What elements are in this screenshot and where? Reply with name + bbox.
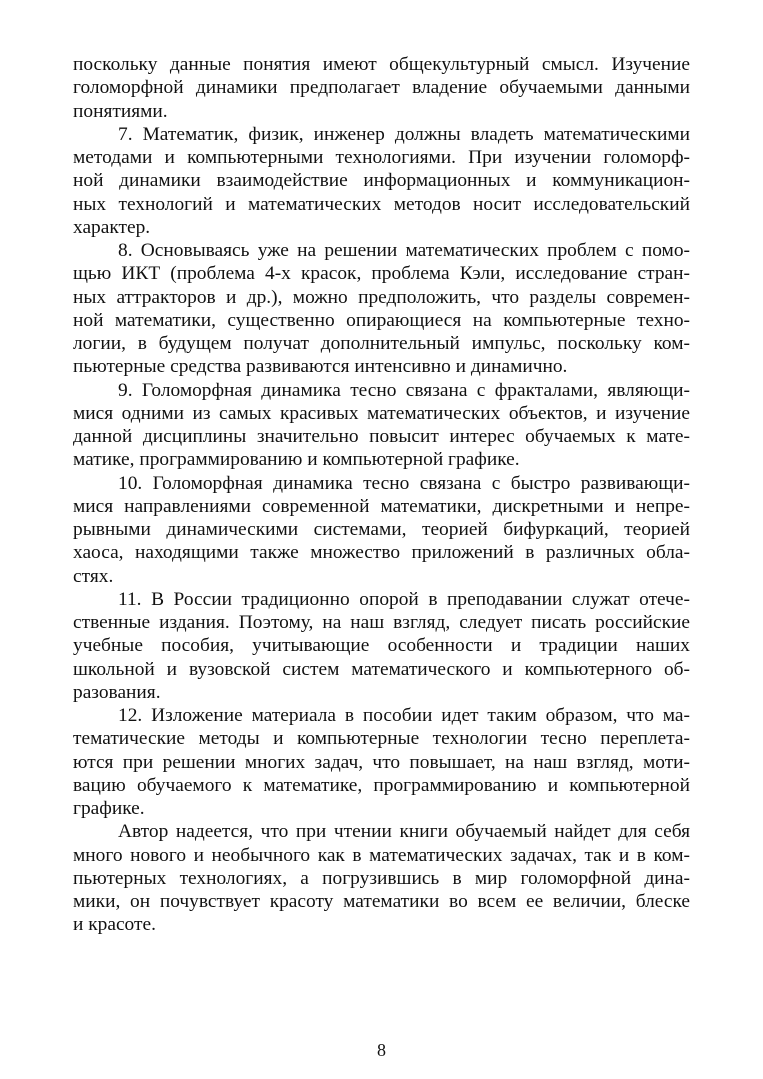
text-line: графике. (73, 798, 145, 819)
text-line: и красоте. (73, 914, 156, 936)
text-line: стях. (73, 565, 114, 587)
text-line: разования. (73, 681, 161, 703)
paragraph-item-9 (73, 379, 690, 472)
text-line: тематические методы и компьютерные технологии тесно переплета- (73, 728, 690, 750)
text-line: ной математики, существенно опирающиеся на компьютерные техно- (73, 309, 690, 331)
text-line: пьютерные средства развиваются интенсивно и динамично. (73, 356, 568, 378)
text-line: 7. Математик, физик, инженер должны владеть математическими (118, 123, 690, 145)
text-line: школьной и вузовской систем математического и компьютерного об- (73, 658, 690, 680)
text-line: понятиями. (73, 100, 168, 122)
text-line: вацию обучаемого к математике, программированию и компьютерной (73, 774, 690, 796)
text-line: мися одними из самых красивых математических объектов, и изучение (73, 402, 690, 424)
text-line: ных технологий и математических методов носит исследовательский (73, 193, 690, 215)
text-line: характер. (73, 216, 151, 238)
text-line: мися направлениями современной математики, дискретными и непре- (73, 495, 690, 517)
text-line: 11. В России традиционно опорой в преподавании служат отече- (118, 588, 690, 610)
paragraph-item-11 (73, 588, 690, 704)
text-line: ных аттракторов и др.), можно предположить, что разделы современ- (73, 286, 690, 308)
text-line: данной дисциплины значительно повысит интерес обучаемых к мате- (73, 426, 690, 447)
text-line: 9. Голоморфная динамика тесно связана с фракталами, являющи- (118, 379, 690, 401)
page-number: 8 (377, 1040, 386, 1060)
paragraph-item-12 (73, 704, 690, 820)
text-line: поскольку данные понятия имеют общекультурный смысл. Изучение (73, 54, 690, 75)
paragraph-conclusion (73, 820, 690, 936)
text-line: Автор надеется, что при чтении книги обучаемый найдет для себя (118, 821, 690, 843)
text-line: 8. Основываясь уже на решении математических проблем с помо- (118, 240, 690, 261)
text-line: голоморфной динамики предполагает владение обучаемыми данными (73, 77, 690, 99)
text-line: ственные издания. Поэтому, на наш взгляд, следует писать российские (73, 612, 690, 633)
text-line: ной динамики взаимодействие информационных и коммуникацион- (73, 170, 690, 192)
text-line: пьютерных технологиях, а погрузившись в мир голоморфной дина- (73, 867, 690, 889)
text-line: щью ИКТ (проблема 4-х красок, проблема Кэли, исследование стран- (73, 263, 690, 285)
body-text (73, 53, 690, 937)
text-line: много нового и необычного как в математических задачах, так и в ком- (73, 844, 690, 866)
text-line: мики, он почувствует красоту математики во всем ее величии, блеске (73, 891, 690, 912)
text-line: ются при решении многих задач, что повышает, на наш взгляд, моти- (73, 751, 690, 773)
text-line: логии, в будущем получат дополнительный импульс, поскольку ком- (73, 333, 690, 354)
text-line: учебные пособия, учитывающие особенности и традиции наших (73, 635, 690, 657)
text-line: методами и компьютерными технологиями. При изучении голоморф- (73, 147, 690, 168)
paragraph-item-7 (73, 123, 690, 239)
text-line: хаоса, находящими также множество приложений в различных обла- (73, 542, 690, 564)
text-line: 12. Изложение материала в пособии идет таким образом, что ма- (118, 705, 690, 726)
text-line: 10. Голоморфная динамика тесно связана с быстро развивающи- (118, 472, 690, 494)
paragraph-item-8 (73, 239, 690, 379)
text-line: матике, программированию и компьютерной графике. (73, 449, 520, 471)
paragraph-continuation (73, 53, 690, 123)
paragraph-item-10 (73, 472, 690, 588)
text-line: рывными динамическими системами, теорией бифуркаций, теорией (73, 519, 690, 540)
